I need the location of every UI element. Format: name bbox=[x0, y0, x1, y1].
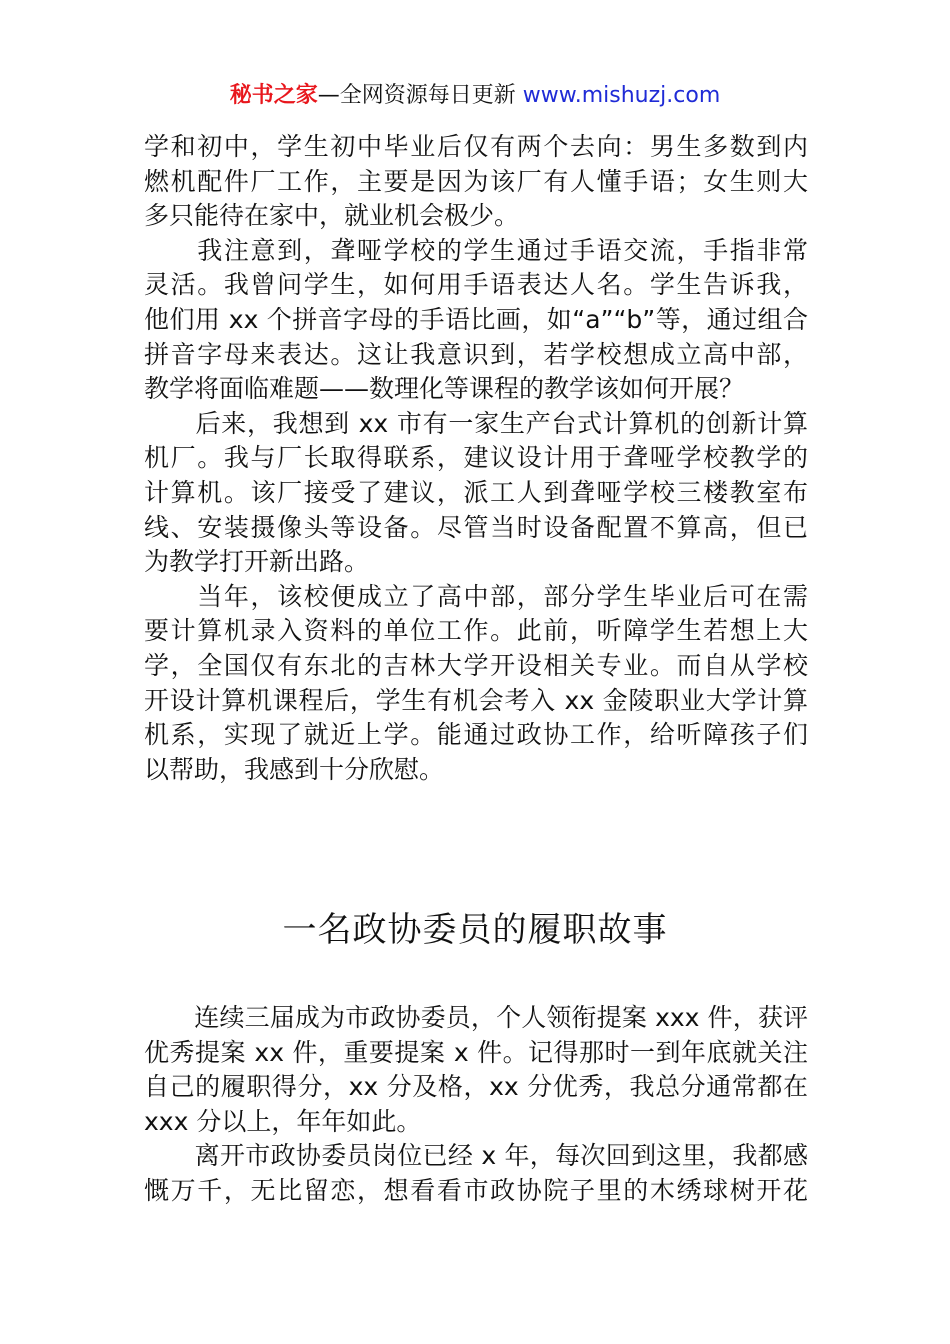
text-line: 为教学打开新出路。 bbox=[144, 547, 370, 577]
text-line: 后来，我想到 xx 市有一家生产台式计算机的创新计算 bbox=[144, 408, 808, 438]
text-line: 连续三届成为市政协委员，个人领衔提案 xxx 件，获评 bbox=[144, 1003, 808, 1032]
text-line: 燃机配件厂工作，主要是因为该厂有人懂手语；女生则大 bbox=[144, 166, 808, 196]
text-line: 他们用 xx 个拼音字母的手语比画，如“a”“b”等，通过组合 bbox=[144, 304, 808, 334]
text-line: 慨万千，无比留恋，想看看市政协院子里的木绣球树开花 bbox=[144, 1175, 808, 1205]
article-two-body bbox=[144, 1001, 808, 1209]
header-tagline: —全网资源每日更新 bbox=[317, 83, 523, 108]
text-line: 学，全国仅有东北的吉林大学开设相关专业。而自从学校 bbox=[144, 650, 808, 680]
text-line: 学和初中，学生初中毕业后仅有两个去向：男生多数到内 bbox=[144, 132, 808, 161]
text-line: xxx 分以上，年年如此。 bbox=[144, 1106, 422, 1136]
text-line: 我注意到，聋哑学校的学生通过手语交流，手指非常 bbox=[144, 235, 808, 265]
text-line: 要计算机录入资料的单位工作。此前，听障学生若想上大 bbox=[144, 616, 808, 646]
text-line: 自己的履职得分，xx 分及格，xx 分优秀，我总分通常都在 bbox=[144, 1072, 808, 1102]
brand-name: 秘书之家 bbox=[229, 83, 318, 108]
article-title: 一名政协委员的履职故事 bbox=[282, 910, 668, 950]
text-line: 教学将面临难题——数理化等课程的教学该如何开展？ bbox=[144, 374, 745, 404]
text-line: 线、安装摄像头等设备。尽管当时设备配置不算高，但已 bbox=[144, 512, 808, 542]
text-line: 拼音字母来表达。这让我意识到，若学校想成立高中部， bbox=[144, 339, 808, 369]
text-line: 计算机。该厂接受了建议，派工人到聋哑学校三楼教室布 bbox=[144, 477, 808, 507]
text-line: 开设计算机课程后，学生有机会考入 xx 金陵职业大学计算 bbox=[144, 685, 808, 715]
site-url-link[interactable]: www.mishuzj.com bbox=[522, 83, 721, 108]
text-line: 机厂。我与厂长取得联系，建议设计用于聋哑学校教学的 bbox=[144, 443, 808, 473]
article-one-body bbox=[144, 130, 808, 787]
text-line: 优秀提案 xx 件，重要提案 x 件。记得那时一到年底就关注 bbox=[144, 1037, 808, 1067]
text-line: 当年，该校便成立了高中部，部分学生毕业后可在需 bbox=[144, 581, 808, 611]
text-line: 多只能待在家中，就业机会极少。 bbox=[144, 201, 520, 231]
text-line: 离开市政协委员岗位已经 x 年，每次回到这里，我都感 bbox=[144, 1141, 808, 1171]
site-header bbox=[0, 80, 950, 112]
text-line: 以帮助，我感到十分欣慰。 bbox=[144, 754, 445, 784]
text-line: 机系，实现了就近上学。能通过政协工作，给听障孩子们 bbox=[144, 720, 808, 750]
text-line: 灵活。我曾问学生，如何用手语表达人名。学生告诉我， bbox=[144, 270, 808, 300]
